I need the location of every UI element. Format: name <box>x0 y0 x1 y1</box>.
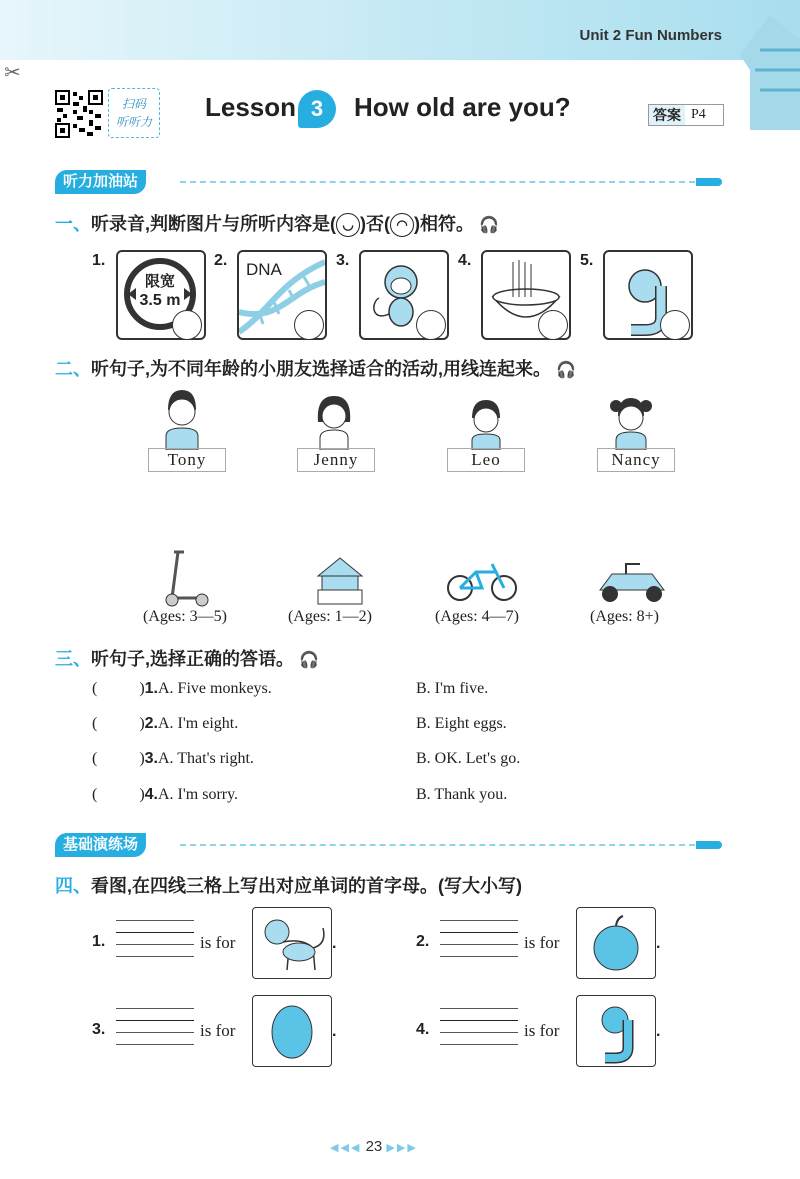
child-name-leo[interactable]: Leo <box>447 448 525 472</box>
headphones-icon: 🎧 <box>299 652 319 669</box>
sad-face-icon: ◠ <box>390 213 414 237</box>
pencil-icon <box>696 841 722 849</box>
headphones-icon: 🎧 <box>556 362 576 379</box>
apple-picture-box <box>576 907 656 979</box>
section-divider <box>180 844 695 846</box>
q3-option-a: A. I'm sorry. <box>158 786 239 803</box>
answer-bracket[interactable]: ( <box>92 750 98 767</box>
answer-page-ref <box>648 104 724 126</box>
girl-nancy-icon <box>606 392 656 450</box>
q3-option-b: B. Eight eggs. <box>416 715 507 732</box>
q4-number: 四、 <box>55 876 91 896</box>
question-4-heading <box>55 872 522 898</box>
answer-smiley-icon[interactable] <box>294 310 324 340</box>
boy-leo-icon <box>464 398 508 450</box>
is-for-text: is for <box>200 933 236 952</box>
headphones-icon: 🎧 <box>479 217 499 234</box>
four-line-grid[interactable] <box>116 1008 194 1058</box>
four-line-grid[interactable] <box>440 920 518 970</box>
right-arrows-icon: ▶▶▶ <box>386 1142 418 1154</box>
child-name-nancy[interactable]: Nancy <box>597 448 675 472</box>
dna-label: DNA <box>246 260 282 279</box>
q2-text: 听句子,为不同年龄的小朋友选择适合的活动,用线连起来。 <box>91 359 551 379</box>
section-banner-practice: 基础演练场 <box>55 833 146 857</box>
q1-item-number: 1. <box>92 252 106 269</box>
section-divider <box>180 181 695 183</box>
q3-item-number: 3. <box>144 750 158 767</box>
apple-icon <box>577 908 655 978</box>
number-nine-icon <box>577 996 655 1066</box>
toy-blocks-house-icon <box>314 554 366 606</box>
scan-line1: 扫码 <box>121 97 146 111</box>
q3-option-b: B. Thank you. <box>416 786 508 803</box>
q3-option-a: A. That's right. <box>158 750 254 767</box>
q1-number: 一、 <box>55 214 91 234</box>
period: . <box>332 1023 337 1040</box>
unit-title: Unit 2 Fun Numbers <box>579 27 722 44</box>
pencil-icon <box>696 178 722 186</box>
egg-icon <box>253 996 331 1066</box>
q3-item-number: 4. <box>144 786 158 803</box>
answer-bracket[interactable]: ( <box>92 786 98 803</box>
boy-tony-icon <box>160 388 204 450</box>
age-range-label[interactable]: (Ages: 3—5) <box>143 608 227 625</box>
smile-face-icon: ◡ <box>336 213 360 237</box>
q1-text-after: )相符。 <box>414 214 474 234</box>
q3-row: ( )4.A. I'm sorry. <box>92 786 239 803</box>
answer-smiley-icon[interactable] <box>660 310 690 340</box>
period: . <box>656 1023 661 1040</box>
q4-item-number: 4. <box>416 1021 430 1038</box>
q1-item-number: 2. <box>214 252 228 269</box>
q1-item-number: 5. <box>580 252 594 269</box>
egg-picture-box <box>252 995 332 1067</box>
q3-option-b: B. I'm five. <box>416 680 489 697</box>
q2-number: 二、 <box>55 359 91 379</box>
q4-item-number: 3. <box>92 1021 106 1038</box>
age-range-label[interactable]: (Ages: 4—7) <box>435 608 519 625</box>
four-line-grid[interactable] <box>440 1008 518 1058</box>
answer-bracket[interactable]: ( <box>92 680 98 697</box>
lesson-number-badge: 3 <box>298 90 336 128</box>
child-name-jenny[interactable]: Jenny <box>297 448 375 472</box>
age-range-label[interactable]: (Ages: 8+) <box>590 608 660 625</box>
is-for-text: is for <box>524 933 560 952</box>
sign-label: 限宽 <box>144 273 175 290</box>
q4-item-number: 2. <box>416 933 430 950</box>
answer-smiley-icon[interactable] <box>172 310 202 340</box>
answer-page: P4 <box>691 107 706 122</box>
q4-text: 看图,在四线三格上写出对应单词的首字母。(写大小写) <box>91 876 522 896</box>
answer-label: 答案 <box>649 105 685 125</box>
q3-option-a: A. Five monkeys. <box>158 680 272 697</box>
q1-text-before: 听录音,判断图片与所听内容是( <box>91 214 336 234</box>
q3-row: ( )1.A. Five monkeys. <box>92 680 272 697</box>
sign-value: 3.5 m <box>139 292 181 309</box>
age-range-label[interactable]: (Ages: 1—2) <box>288 608 372 625</box>
question-3-heading <box>55 645 319 671</box>
child-name-tony[interactable]: Tony <box>148 448 226 472</box>
bicycle-icon <box>446 560 518 602</box>
q3-item-number: 1. <box>144 680 158 697</box>
q3-row: ( )3.A. That's right. <box>92 750 254 767</box>
q3-option-b: B. OK. Let's go. <box>416 750 521 767</box>
question-2-heading <box>55 355 576 381</box>
section-banner-listening: 听力加油站 <box>55 170 146 194</box>
q3-row: ( )2.A. I'm eight. <box>92 715 239 732</box>
q1-text-mid: )否( <box>360 214 390 234</box>
q3-number: 三、 <box>55 649 91 669</box>
scan-to-listen-label <box>108 88 160 138</box>
four-line-grid[interactable] <box>116 920 194 970</box>
question-1-heading <box>55 210 499 237</box>
answer-bracket[interactable]: ( <box>92 715 98 732</box>
go-kart-icon <box>596 560 668 604</box>
q3-option-a: A. I'm eight. <box>158 715 239 732</box>
qr-code-icon[interactable] <box>55 90 103 138</box>
girl-jenny-icon <box>312 392 356 450</box>
lesson-word: Lesson <box>205 92 297 122</box>
scissors-icon: ✂ <box>4 62 21 84</box>
pagoda-icon <box>740 10 800 130</box>
scan-line2: 听听力 <box>115 115 152 129</box>
monkey-picture-box <box>252 907 332 979</box>
left-arrows-icon: ◀◀◀ <box>330 1142 362 1154</box>
q1-item-number: 3. <box>336 252 350 269</box>
q3-text: 听句子,选择正确的答语。 <box>91 649 294 669</box>
period: . <box>656 935 661 952</box>
is-for-text: is for <box>200 1021 236 1040</box>
answer-smiley-icon[interactable] <box>538 310 568 340</box>
period: . <box>332 935 337 952</box>
lesson-title: How old are you? <box>354 92 571 122</box>
q1-item-number: 4. <box>458 252 472 269</box>
page-number: 23 <box>365 1138 383 1155</box>
q4-item-number: 1. <box>92 933 106 950</box>
scooter-icon <box>158 548 214 608</box>
monkey-icon <box>253 908 331 978</box>
q3-item-number: 2. <box>144 715 158 732</box>
is-for-text: is for <box>524 1021 560 1040</box>
nine-picture-box <box>576 995 656 1067</box>
answer-smiley-icon[interactable] <box>416 310 446 340</box>
page-footer <box>330 1138 418 1155</box>
